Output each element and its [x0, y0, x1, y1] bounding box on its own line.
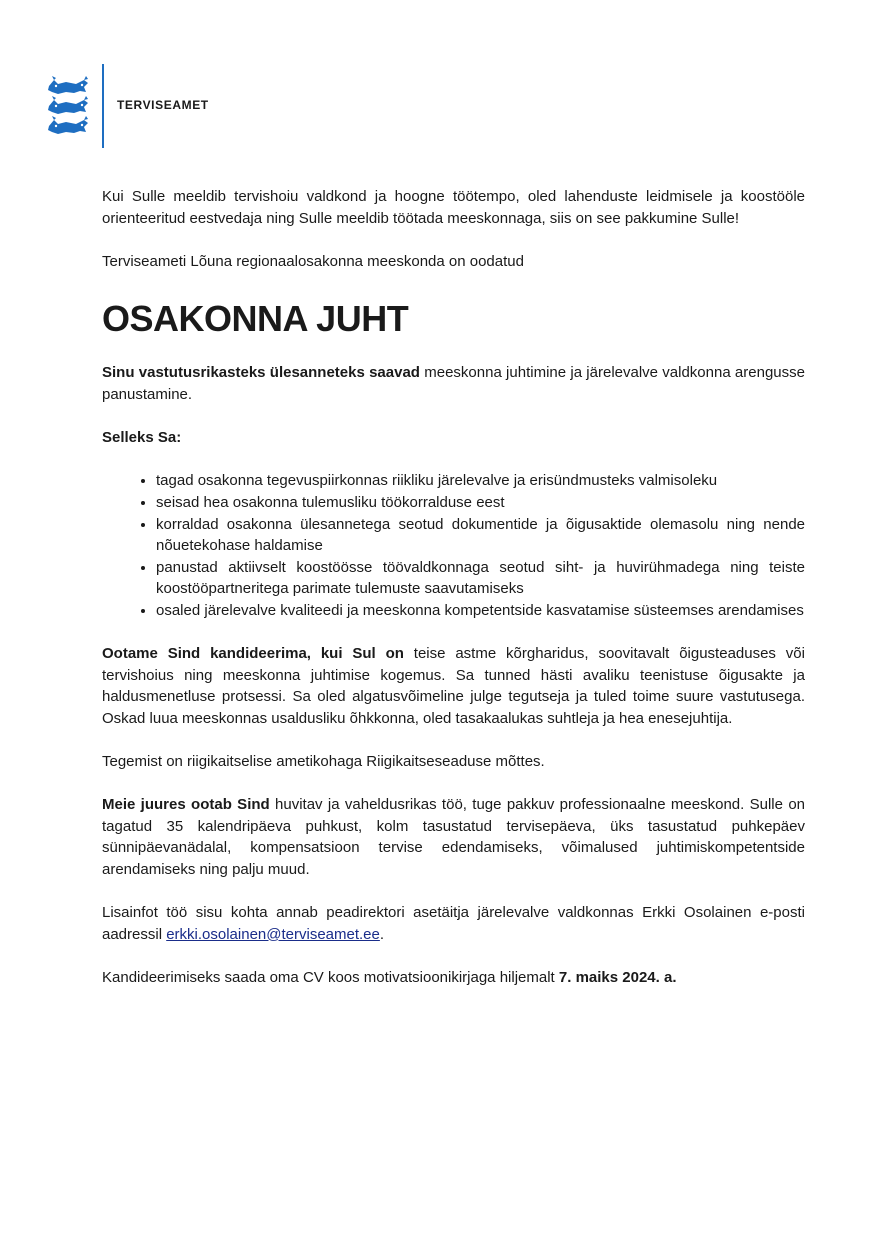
apply-paragraph: [102, 967, 805, 989]
list-item: • korraldad osakonna ülesannetega seotud dokumentide ja õigusaktide olemasolu ning nende nõuetekohase haldamise: [156, 514, 805, 557]
duties-text: meeskonna juhtimine ja järelevalve valdkonna arengusse panustamine.: [102, 364, 805, 403]
requirements-paragraph: [102, 643, 805, 729]
offer-text: huvitav ja vaheldusrikas töö, tuge pakkuv professionaalne meeskond. Sulle on tagatud 35 kalendripäeva puhkust, kolm tasustatud tervisepäeva, üks tasustatud puhkepäev sünnipäevanädalal, kompensatsioon tervise edendamiseks, võimalused juhtimiskompetentside arendamiseks ning palju muud.: [102, 796, 805, 879]
contact-paragraph: Lisainfot töö sisu kohta annab peadirektori asetäitja järelevalve valdkonnas Erkki Osolainen e-posti aadressil erkki.osolainen@terviseamet.ee.: [102, 904, 805, 943]
offer-paragraph: [102, 794, 805, 880]
intro-paragraph: Kui Sulle meeldib tervishoiu valdkond ja hoogne töötempo, oled lahenduste leidmisele ja koostööle orienteeritud eestvedaja ning Sulle meeldib töötada meeskonnaga, siis on see pakkumine Sulle!: [102, 188, 805, 227]
apply-deadline: 7. maiks 2024. a.: [558, 969, 677, 986]
organization-name: TERVISEAMET: [117, 98, 209, 112]
apply-text: Kandideerimiseks saada oma CV koos motivatsioonikirjaga hiljemalt: [102, 969, 559, 986]
document-body: [102, 186, 805, 989]
job-title: OSAKONNA JUHT: [102, 298, 409, 340]
team-line: Terviseameti Lõuna regionaalosakonna meeskonda on oodatud: [102, 252, 524, 270]
three-lions-logo-icon: [46, 74, 90, 138]
header-divider: [102, 64, 104, 148]
list-item: • panustad aktiivselt koostöösse töövaldkonnaga seotud siht- ja huvirühmadega ning teiste koostööpartneritega parimate tulemuste saavutamiseks: [156, 557, 805, 600]
offer-lead: Meie juures ootab Sind: [102, 796, 270, 814]
list-item: • osaled järelevalve kvaliteedi ja meeskonna kompetentside kasvatamise süsteemses arendamises: [156, 600, 805, 622]
requirements-text: teise astme kõrgharidus, soovitavalt õigusteaduses või tervishoius ning meeskonna juhtimise kogemus. Sa tunned hästi avaliku teenistuse õigusakte ja haldusmenetluse protsessi. Sa oled algatusvõimeline julge tegutseja ja tuled toime suure vastutusega. Oskad luua meeskonnas usaldusliku õhkkonna, oled tasakaalukas suhtleja ja hea enesejuhtija.: [102, 645, 805, 727]
list-item: • seisad hea osakonna tulemusliku töökorralduse eest: [156, 492, 805, 514]
duties-lead: Sinu vastutusrikasteks ülesanneteks saavad: [102, 364, 420, 382]
list-item: • tagad osakonna tegevuspiirkonnas riikliku järelevalve ja erisündmusteks valmisoleku: [156, 470, 805, 492]
requirements-lead: Ootame Sind kandideerima, kui Sul on: [102, 645, 404, 663]
contact-text: Lisainfot töö sisu kohta annab peadirektori asetäitja järelevalve valdkonnas Erkki Osolainen e-posti aadressil: [102, 904, 805, 943]
duties-paragraph: [102, 362, 805, 405]
defense-note: Tegemist on riigikaitselise ametikohaga Riigikaitseseaduse mõttes.: [102, 753, 545, 771]
tasks-list: [102, 470, 805, 621]
contact-email-link[interactable]: erkki.osolainen@terviseamet.ee: [166, 925, 380, 943]
tasks-heading: Selleks Sa:: [102, 429, 182, 447]
